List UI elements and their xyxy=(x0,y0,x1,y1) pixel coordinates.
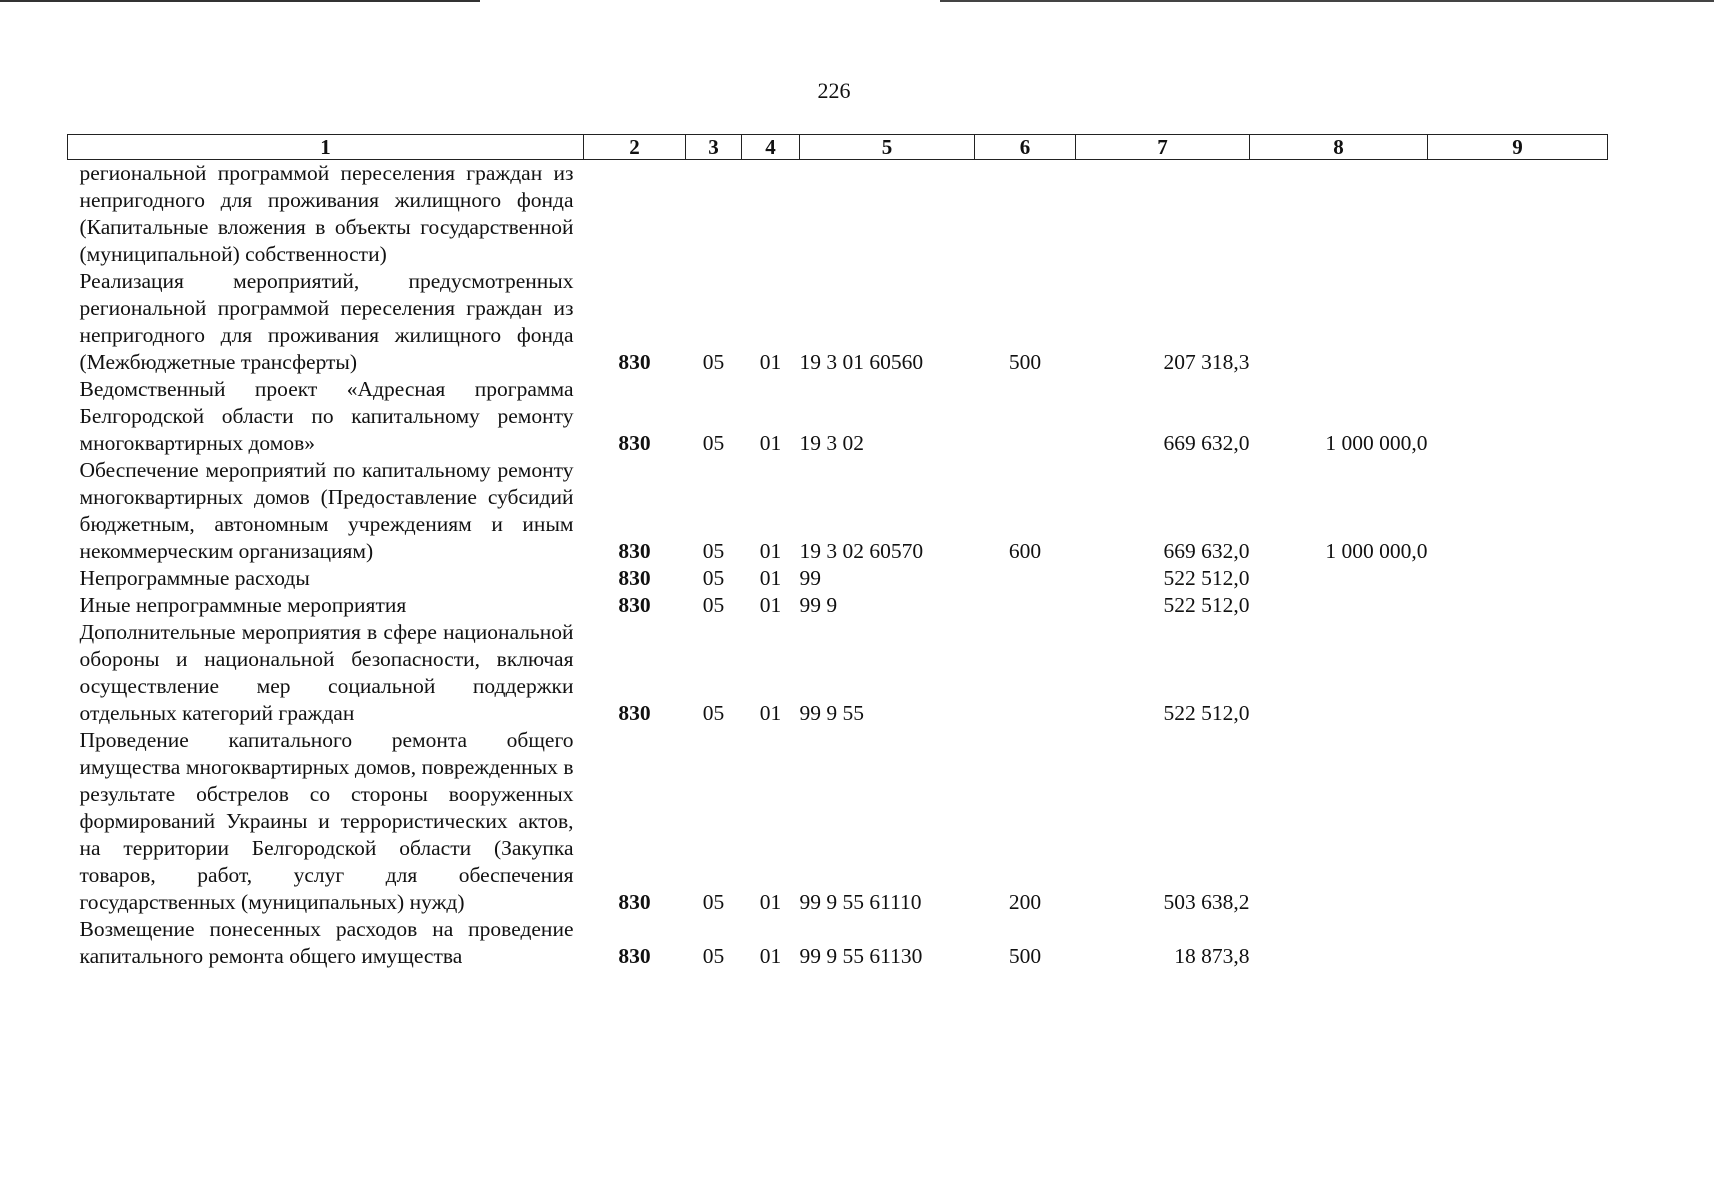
col-7-cell: 18 873,8 xyxy=(1174,944,1250,968)
col-8-cell xyxy=(1250,160,1428,269)
row-name: Возмещение понесенных расходов на проведение капитального ремонта общего имущества xyxy=(79,917,574,968)
col-5-cell: 99 9 55 61130 xyxy=(799,944,923,968)
row-name-cell xyxy=(68,457,584,565)
col-7-cell: 522 512,0 xyxy=(1163,566,1250,590)
col-6-cell: 600 xyxy=(1008,539,1042,563)
col-5-cell: 99 9 55 61110 xyxy=(799,890,922,914)
col-8-cell: 1 000 000,0 xyxy=(1325,539,1428,563)
row-name-cell xyxy=(68,160,584,269)
header-col-3: 3 xyxy=(686,135,742,160)
budget-table xyxy=(67,134,1608,970)
header-col-1: 1 xyxy=(68,135,584,160)
row-name: Непрограммные расходы xyxy=(79,566,310,590)
col-6-cell xyxy=(975,592,1076,619)
col-2-cell: 830 xyxy=(618,566,651,590)
col-7-cell: 503 638,2 xyxy=(1163,890,1250,914)
table-row xyxy=(68,565,1608,592)
row-name-cell xyxy=(68,916,584,970)
col-2-cell xyxy=(584,160,686,269)
row-name: Ведомственный проект «Адресная программа Белгородской области по капитальному ремонту многоквартирных домов» xyxy=(79,377,574,455)
col-4-cell xyxy=(742,160,800,269)
col-5-cell: 99 xyxy=(799,566,821,590)
col-2-cell: 830 xyxy=(618,701,651,725)
header-col-9: 9 xyxy=(1428,135,1608,160)
col-7-cell: 669 632,0 xyxy=(1163,539,1250,563)
header-row xyxy=(68,135,1608,160)
header-col-7: 7 xyxy=(1076,135,1250,160)
col-8-cell xyxy=(1250,565,1428,592)
col-6-cell xyxy=(975,619,1076,727)
col-2-cell: 830 xyxy=(618,431,651,455)
row-name-cell xyxy=(68,376,584,457)
col-9-cell xyxy=(1428,160,1608,269)
col-9-cell xyxy=(1428,376,1608,457)
col-4-cell: 01 xyxy=(759,539,782,563)
col-7-cell: 207 318,3 xyxy=(1163,350,1250,374)
header-col-5: 5 xyxy=(800,135,975,160)
col-2-cell: 830 xyxy=(618,539,651,563)
col-5-cell xyxy=(800,160,975,269)
header-col-2: 2 xyxy=(584,135,686,160)
row-name-cell xyxy=(68,565,584,592)
table-row xyxy=(68,160,1608,269)
header-col-6: 6 xyxy=(975,135,1076,160)
col-5-cell: 19 3 02 xyxy=(799,431,864,455)
col-3-cell: 05 xyxy=(702,431,725,455)
col-7-cell: 669 632,0 xyxy=(1163,431,1250,455)
col-7-cell xyxy=(1076,160,1250,269)
scan-edge-left xyxy=(0,0,480,2)
col-8-cell xyxy=(1250,727,1428,916)
col-5-cell: 99 9 xyxy=(799,593,838,617)
col-9-cell xyxy=(1428,268,1608,376)
col-2-cell: 830 xyxy=(618,944,651,968)
row-name-cell xyxy=(68,727,584,916)
col-4-cell: 01 xyxy=(759,890,782,914)
col-4-cell: 01 xyxy=(759,701,782,725)
col-9-cell xyxy=(1428,619,1608,727)
col-6-cell: 500 xyxy=(1008,350,1042,374)
col-3-cell: 05 xyxy=(702,539,725,563)
col-2-cell: 830 xyxy=(618,350,651,374)
page-number: 226 xyxy=(817,78,851,103)
col-8-cell xyxy=(1250,619,1428,727)
col-6-cell xyxy=(975,160,1076,269)
table-row xyxy=(68,592,1608,619)
col-4-cell: 01 xyxy=(759,593,782,617)
col-9-cell xyxy=(1428,916,1608,970)
col-9-cell xyxy=(1428,457,1608,565)
col-2-cell: 830 xyxy=(618,593,651,617)
col-5-cell: 19 3 01 60560 xyxy=(799,350,924,374)
table-row xyxy=(68,457,1608,565)
header-col-4: 4 xyxy=(742,135,800,160)
col-3-cell: 05 xyxy=(702,350,725,374)
col-4-cell: 01 xyxy=(759,944,782,968)
col-4-cell: 01 xyxy=(759,566,782,590)
col-3-cell: 05 xyxy=(702,890,725,914)
row-name-cell xyxy=(68,268,584,376)
col-6-cell: 500 xyxy=(1008,944,1042,968)
col-7-cell: 522 512,0 xyxy=(1163,593,1250,617)
col-7-cell: 522 512,0 xyxy=(1163,701,1250,725)
row-name: Реализация мероприятий, предусмотренных региональной программой переселения граждан из непригодного для проживания жилищного фонда (Межбюджетные трансферты) xyxy=(79,269,574,374)
table-row xyxy=(68,268,1608,376)
row-name: Обеспечение мероприятий по капитальному ремонту многоквартирных домов (Предоставление субсидий бюджетным, автономным учреждениям и иным некоммерческим организациям) xyxy=(79,458,574,563)
col-2-cell: 830 xyxy=(618,890,651,914)
row-name-cell xyxy=(68,619,584,727)
col-3-cell: 05 xyxy=(702,944,725,968)
col-9-cell xyxy=(1428,565,1608,592)
row-name: Проведение капитального ремонта общего имущества многоквартирных домов, поврежденных в результате обстрелов со стороны вооруженных формирований Украины и террористических актов, на территории Белгородской области (Закупка товаров, работ, услуг для обеспечения государственных (муниципальных) нужд) xyxy=(79,728,574,914)
table-row xyxy=(68,619,1608,727)
col-6-cell: 200 xyxy=(1008,890,1042,914)
table-row xyxy=(68,727,1608,916)
row-name: Иные непрограммные мероприятия xyxy=(79,593,407,617)
col-5-cell: 99 9 55 xyxy=(799,701,864,725)
row-name-cell xyxy=(68,592,584,619)
table-row xyxy=(68,916,1608,970)
col-9-cell xyxy=(1428,592,1608,619)
col-8-cell xyxy=(1250,268,1428,376)
col-8-cell xyxy=(1250,916,1428,970)
col-6-cell xyxy=(975,565,1076,592)
col-3-cell: 05 xyxy=(702,701,725,725)
col-5-cell: 19 3 02 60570 xyxy=(799,539,924,563)
col-3-cell: 05 xyxy=(702,593,725,617)
col-8-cell xyxy=(1250,592,1428,619)
col-4-cell: 01 xyxy=(759,431,782,455)
col-6-cell xyxy=(975,376,1076,457)
col-3-cell xyxy=(686,160,742,269)
header-col-8: 8 xyxy=(1250,135,1428,160)
col-9-cell xyxy=(1428,727,1608,916)
row-name: Дополнительные мероприятия в сфере национальной обороны и национальной безопасности, включая осуществление мер социальной поддержки отдельных категорий граждан xyxy=(79,620,574,725)
col-8-cell: 1 000 000,0 xyxy=(1325,431,1428,455)
scan-edge-right xyxy=(940,0,1714,2)
row-name: региональной программой переселения граждан из непригодного для проживания жилищного фонда (Капитальные вложения в объекты государственной (муниципальной) собственности) xyxy=(79,161,574,266)
table-row xyxy=(68,376,1608,457)
col-3-cell: 05 xyxy=(702,566,725,590)
col-4-cell: 01 xyxy=(759,350,782,374)
